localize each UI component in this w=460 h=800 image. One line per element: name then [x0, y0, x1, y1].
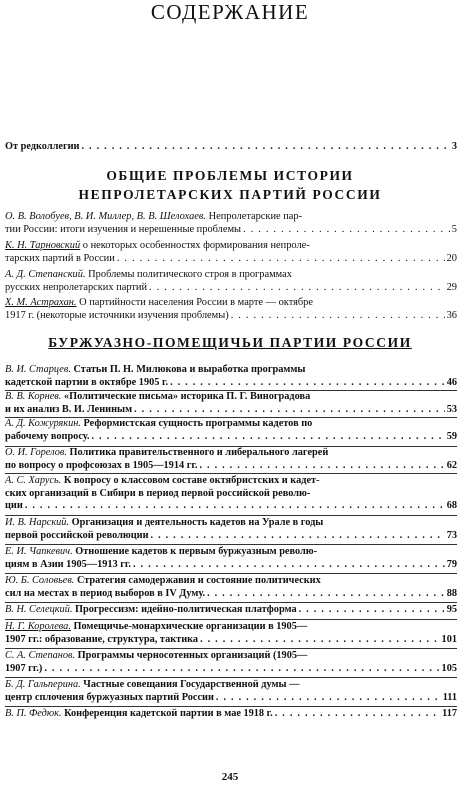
entry-title-line-1: Программы черносотенных организаций (1905—: [77, 650, 308, 661]
entry-page: 88: [446, 587, 457, 599]
entry-divider: [5, 602, 457, 603]
entry-page: 53: [446, 403, 457, 415]
toc-entry: [5, 621, 457, 646]
leader-dots: [134, 404, 445, 417]
entry-title-line-2: циям в Азии 1905—1913 гг.: [5, 558, 131, 570]
entry-page: 73: [446, 529, 457, 541]
toc-entry: [5, 391, 457, 416]
leader-dots: [82, 141, 450, 154]
entry-author: К. Н. Тарновский: [5, 240, 81, 251]
entry-divider: [5, 473, 457, 474]
entry-title-line-1: Конференция кадетской партии в мае 1918 г.: [64, 708, 273, 719]
entry-title-line-1: Политика правительственного и либерального лагерей: [69, 447, 329, 458]
entry-page: 111: [442, 691, 457, 703]
toc-entry: [5, 240, 457, 265]
entry-author: О. И. Горелов.: [5, 447, 67, 458]
toc-entry: [5, 211, 457, 236]
entry-author: В. Н. Селецкий.: [5, 604, 73, 615]
toc-entry: [5, 475, 457, 513]
toc-entry: [5, 679, 457, 704]
section-1-title: [0, 166, 460, 204]
leader-dots: [149, 282, 445, 295]
entry-title-line-3: ции: [5, 500, 23, 512]
entry-page: 68: [446, 500, 457, 512]
entry-title-line-2: по вопросу о профсоюзах в 1905—1914 гг.: [5, 459, 198, 471]
page-number: 245: [221, 771, 239, 783]
entry-divider: [5, 573, 457, 574]
entry-page: 117: [442, 708, 457, 719]
section-1-title-line-2: НЕПРОЛЕТАРСКИХ ПАРТИЙ РОССИИ: [78, 187, 382, 202]
entry-title-line-1: Стратегия самодержавия и состояние политических: [76, 575, 321, 586]
entry-author: Б. Д. Гальперина.: [5, 679, 81, 690]
entry-page: 101: [441, 633, 457, 645]
leader-dots: [243, 224, 450, 237]
entry-author: В. П. Федюк.: [5, 708, 62, 719]
entry-author: А. Д. Степанский.: [5, 269, 86, 280]
entry-title-line-2: 1917 г. (некоторые источники изучения проблемы): [5, 309, 229, 321]
entry-author: В. В. Корнев.: [5, 391, 62, 402]
leader-dots: [44, 663, 439, 676]
entry-page: 46: [446, 376, 457, 388]
toc-entry: [5, 546, 457, 571]
leader-dots: [133, 559, 445, 572]
toc-entry: [5, 418, 457, 443]
leader-dots: [170, 377, 445, 390]
toc-entry-editorial: [5, 141, 457, 154]
entry-title-line-1: Отношение кадетов к первым буржуазным револю-: [75, 546, 318, 557]
leader-dots: [151, 530, 445, 543]
entry-author: А. Д. Кожурякин.: [5, 418, 81, 429]
entry-divider: [5, 706, 457, 707]
entry-title-line-2: центр сплочения буржуазных партий России: [5, 691, 214, 703]
leader-dots: [91, 431, 444, 444]
entry-title-line-2: кадетской партии в октябре 1905 г.: [5, 376, 169, 388]
entry-page: 20: [446, 252, 457, 264]
entry-title-line-2: 1907 гг.: образование, структура, тактика: [5, 633, 199, 645]
leader-dots: [216, 692, 441, 705]
entry-title-line-2: 1907 гг.): [5, 662, 43, 674]
entry-author: Ю. Б. Соловьев.: [5, 575, 75, 586]
entry-title-line-2: тии России: итоги изучения и нерешенные проблемы: [5, 223, 242, 235]
entry-title-line-1: о некоторых особенностях формирования непроле-: [82, 240, 310, 251]
page-title: СОДЕРЖАНИЕ: [150, 0, 310, 24]
entry-title-line-1: Реформистская сущность программы кадетов по: [83, 418, 313, 429]
entry-title-line-2: первой российской революции: [5, 529, 149, 541]
leader-dots: [207, 588, 445, 601]
entry-page: 79: [446, 558, 457, 570]
entry-title-line-1: О партийности населения России в марте — октябре: [79, 297, 313, 308]
toc-entry: [5, 447, 457, 472]
entry-author: Е. И. Чапкевич.: [5, 546, 73, 557]
entry-author: В. И. Старцев.: [5, 364, 71, 375]
entry-text: От редколлегии: [5, 141, 80, 152]
entry-title-line-2: русских непролетарских партий: [5, 281, 148, 293]
entry-title-line-1: Организация и деятельность кадетов на Урале в годы: [71, 517, 324, 528]
leader-dots: [275, 708, 440, 721]
entry-title-line-1: Статьи П. Н. Милюкова и выработка программы: [73, 364, 306, 375]
toc-entry: [5, 604, 457, 617]
toc-entry: [5, 575, 457, 600]
toc-entry: [5, 708, 457, 721]
section-2-title: БУРЖУАЗНО-ПОМЕЩИЧЬИ ПАРТИИ РОССИИ: [48, 335, 412, 350]
entry-title-line-2: рабочему вопросу.: [5, 430, 90, 442]
entry-divider: [5, 677, 457, 678]
entry-title-line-1: Проблемы политического строя в программах: [88, 269, 292, 280]
toc-entry: [5, 517, 457, 542]
entry-page: 5: [451, 223, 457, 235]
section-1-title-line-1: ОБЩИЕ ПРОБЛЕМЫ ИСТОРИИ: [106, 168, 354, 183]
entry-title-line-1: К вопросу о классовом составе октябристских и кадет-: [63, 475, 320, 486]
entry-page: 36: [446, 309, 457, 321]
entry-author: А. С. Харусь.: [5, 475, 62, 486]
entry-divider: [5, 544, 457, 545]
entry-page: 29: [446, 281, 457, 293]
toc-entry: [5, 364, 457, 389]
toc-entry: [5, 297, 457, 322]
entry-author: Х. М. Астрахан.: [5, 297, 77, 308]
entry-divider: [5, 515, 457, 516]
entry-title-line-1: «Политические письма» историка П. Г. Виноградова: [63, 391, 311, 402]
entry-author: С. А. Степанов.: [5, 650, 76, 661]
entry-page: 3: [451, 141, 457, 152]
entry-title-line-1: Прогрессизм: идейно-политическая платформа: [75, 604, 297, 615]
toc-entry: [5, 269, 457, 294]
entry-title-line-2: ских организаций в Сибири в период первой российской револю-: [5, 487, 311, 499]
entry-author: О. В. Волобуев, В. И. Миллер, В. В. Шелохаев.: [5, 211, 206, 222]
entry-page: 59: [446, 430, 457, 442]
leader-dots: [25, 500, 445, 513]
toc-entry: [5, 650, 457, 675]
entry-author: И. В. Нарский.: [5, 517, 70, 528]
leader-dots: [199, 460, 444, 473]
entry-title-line-2: и их анализ В. И. Лениным: [5, 403, 133, 415]
entry-page: 62: [446, 459, 457, 471]
leader-dots: [299, 604, 445, 617]
leader-dots: [231, 310, 445, 323]
entry-page: 95: [446, 604, 457, 615]
entry-title-line-1: Помещичье-монархические организации в 1905—: [73, 621, 308, 632]
leader-dots: [200, 634, 439, 647]
entry-author: Н. Г. Королева.: [5, 621, 71, 632]
entry-divider: [5, 648, 457, 649]
leader-dots: [117, 253, 445, 266]
entry-divider: [5, 619, 457, 620]
entry-title-line-1: Частные совещания Государственной думы —: [83, 679, 300, 690]
entry-page: 105: [441, 662, 457, 674]
entry-title-line-1: Непролетарские пар-: [208, 211, 303, 222]
entry-title-line-2: тарских партий в России: [5, 252, 115, 264]
entry-title-line-2: сил на местах в период выборов в IV Думу.: [5, 587, 206, 599]
